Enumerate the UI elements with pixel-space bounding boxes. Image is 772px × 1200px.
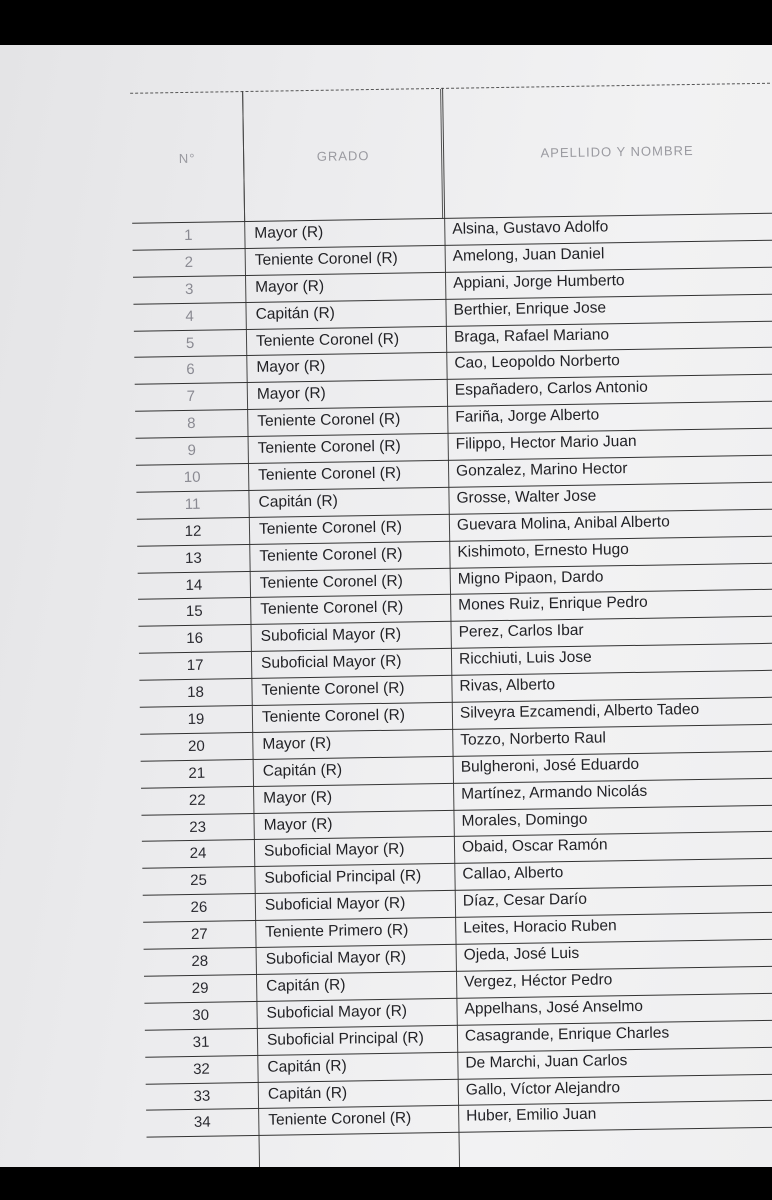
row-name: Vergez, Héctor Pedro bbox=[464, 971, 613, 991]
row-rank: Mayor (R) bbox=[263, 788, 333, 807]
row-number: 5 bbox=[185, 334, 195, 352]
row-number: 6 bbox=[186, 361, 195, 379]
row-name: Guevara Molina, Anibal Alberto bbox=[456, 513, 670, 534]
row-number: 8 bbox=[187, 415, 196, 433]
row-number: 2 bbox=[184, 253, 194, 271]
row-name: Morales, Domingo bbox=[461, 810, 588, 830]
row-rank: Capitán (R) bbox=[266, 976, 346, 995]
row-number: 26 bbox=[190, 898, 208, 917]
row-rank: Capitán (R) bbox=[262, 761, 343, 780]
row-number: 34 bbox=[193, 1114, 211, 1132]
row-name: Appelhans, José Anselmo bbox=[464, 997, 644, 1018]
header-rank: GRADO bbox=[244, 89, 443, 222]
row-number: 19 bbox=[187, 710, 205, 729]
header-number: N° bbox=[130, 92, 245, 224]
row-rank: Capitán (R) bbox=[255, 304, 335, 323]
row-number: 9 bbox=[187, 441, 197, 460]
row-number: 1 bbox=[184, 226, 193, 244]
row-number: 20 bbox=[187, 737, 205, 755]
row-rank: Capitán (R) bbox=[267, 1057, 347, 1076]
row-name: Braga, Rafael Mariano bbox=[453, 325, 610, 346]
row-rank: Suboficial Mayor (R) bbox=[263, 841, 405, 861]
row-name: Alsina, Gustavo Adolfo bbox=[452, 218, 609, 238]
row-name: Ricchiuti, Luis Jose bbox=[458, 648, 592, 668]
row-number: 25 bbox=[190, 872, 207, 890]
row-number: 29 bbox=[191, 979, 209, 997]
row-name: Martínez, Armando Nicolás bbox=[461, 782, 648, 803]
row-number: 27 bbox=[190, 925, 208, 944]
row-rank: Suboficial Mayor (R) bbox=[264, 894, 406, 915]
row-name: Rivas, Alberto bbox=[459, 676, 556, 695]
row-number: 16 bbox=[186, 630, 204, 648]
row-name: Leites, Horacio Ruben bbox=[463, 917, 617, 937]
row-name: Silveyra Ezcamendi, Alberto Tadeo bbox=[459, 700, 700, 722]
row-rank: Teniente Coronel (R) bbox=[257, 437, 401, 457]
row-rank: Suboficial Mayor (R) bbox=[260, 625, 402, 646]
row-number: 15 bbox=[185, 603, 203, 621]
row-number: 28 bbox=[191, 952, 209, 971]
row-rank: Mayor (R) bbox=[256, 385, 326, 404]
row-name: Tozzo, Norberto Raul bbox=[460, 729, 607, 749]
row-rank: Mayor (R) bbox=[263, 815, 333, 834]
row-name: Casagrande, Enrique Charles bbox=[464, 1024, 670, 1045]
row-number: 17 bbox=[186, 656, 204, 675]
row-rank: Teniente Coronel (R) bbox=[258, 464, 402, 484]
row-name: Kishimoto, Ernesto Hugo bbox=[457, 540, 629, 561]
row-rank: Teniente Coronel (R) bbox=[259, 572, 403, 592]
row-name: Gonzalez, Marino Hector bbox=[455, 460, 628, 480]
row-rank: Mayor (R) bbox=[256, 358, 326, 377]
row-rank: Teniente Coronel (R) bbox=[268, 1109, 412, 1130]
row-rank: Teniente Coronel (R) bbox=[255, 330, 400, 350]
row-number: 32 bbox=[192, 1060, 210, 1078]
row-name: De Marchi, Juan Carlos bbox=[465, 1051, 628, 1072]
row-number: 13 bbox=[184, 549, 202, 567]
row-name: Callao, Alberto bbox=[462, 864, 564, 884]
row-rank: Mayor (R) bbox=[255, 277, 325, 296]
row-rank: Teniente Coronel (R) bbox=[258, 518, 403, 538]
row-rank: Suboficial Principal (R) bbox=[264, 867, 422, 888]
roster-table bbox=[118, 75, 772, 1167]
row-rank: Teniente Coronel (R) bbox=[261, 706, 406, 726]
row-rank: Teniente Primero (R) bbox=[265, 921, 409, 941]
row-name: Díaz, Cesar Darío bbox=[462, 891, 588, 910]
row-number: 11 bbox=[184, 495, 201, 513]
row-name: Amelong, Juan Daniel bbox=[452, 245, 605, 265]
table-body bbox=[132, 212, 772, 1138]
row-name: Mones Ruiz, Enrique Pedro bbox=[458, 594, 648, 615]
row-rank: Mayor (R) bbox=[262, 734, 332, 753]
row-rank: Capitán (R) bbox=[258, 492, 338, 511]
row-number: 23 bbox=[189, 818, 207, 836]
row-number: 24 bbox=[189, 845, 207, 863]
row-number: 14 bbox=[185, 576, 203, 594]
row-rank: Suboficial Mayor (R) bbox=[265, 948, 407, 968]
row-rank: Teniente Coronel (R) bbox=[259, 545, 403, 565]
row-rank: Suboficial Mayor (R) bbox=[266, 1002, 408, 1022]
row-rank: Teniente Coronel (R) bbox=[257, 410, 401, 431]
row-number: 22 bbox=[188, 791, 206, 809]
row-name: Grosse, Walter Jose bbox=[456, 487, 597, 507]
row-name: Obaid, Oscar Ramón bbox=[461, 836, 608, 857]
row-number: 12 bbox=[184, 522, 202, 540]
row-rank: Teniente Coronel (R) bbox=[260, 599, 404, 619]
row-number: 21 bbox=[188, 764, 206, 782]
row-rank: Suboficial Principal (R) bbox=[266, 1029, 424, 1049]
row-number: 7 bbox=[186, 388, 196, 406]
row-name: Filippo, Hector Mario Juan bbox=[455, 433, 637, 453]
table-header bbox=[130, 82, 772, 223]
document-page bbox=[0, 45, 772, 1167]
row-name: Ojeda, José Luis bbox=[463, 944, 580, 964]
row-number: 31 bbox=[192, 1033, 210, 1051]
row-number: 4 bbox=[185, 307, 194, 325]
row-name: Gallo, Víctor Alejandro bbox=[465, 1078, 621, 1099]
row-number: 30 bbox=[192, 1006, 210, 1024]
row-number: 3 bbox=[184, 280, 194, 298]
row-name: Perez, Carlos Ibar bbox=[458, 622, 584, 642]
row-rank: Mayor (R) bbox=[254, 223, 324, 242]
row-name: Migno Pipaon, Dardo bbox=[457, 568, 604, 588]
row-number: 18 bbox=[187, 683, 205, 702]
row-name: Fariña, Jorge Alberto bbox=[455, 406, 600, 426]
row-number: 33 bbox=[193, 1087, 211, 1105]
row-name: Españadero, Carlos Antonio bbox=[454, 379, 648, 400]
header-name: APELLIDO Y NOMBRE bbox=[540, 142, 694, 160]
row-name: Bulgheroni, José Eduardo bbox=[460, 755, 640, 776]
row-rank: Capitán (R) bbox=[267, 1084, 348, 1103]
row-name: Berthier, Enrique Jose bbox=[453, 299, 607, 319]
row-name: Appiani, Jorge Humberto bbox=[453, 271, 625, 292]
row-number: 10 bbox=[183, 468, 201, 487]
row-name: Huber, Emilio Juan bbox=[466, 1106, 597, 1126]
row-rank: Teniente Coronel (R) bbox=[254, 249, 398, 269]
row-rank: Teniente Coronel (R) bbox=[261, 679, 405, 699]
row-rank: Suboficial Mayor (R) bbox=[260, 652, 402, 673]
row-name: Cao, Leopoldo Norberto bbox=[454, 352, 620, 373]
